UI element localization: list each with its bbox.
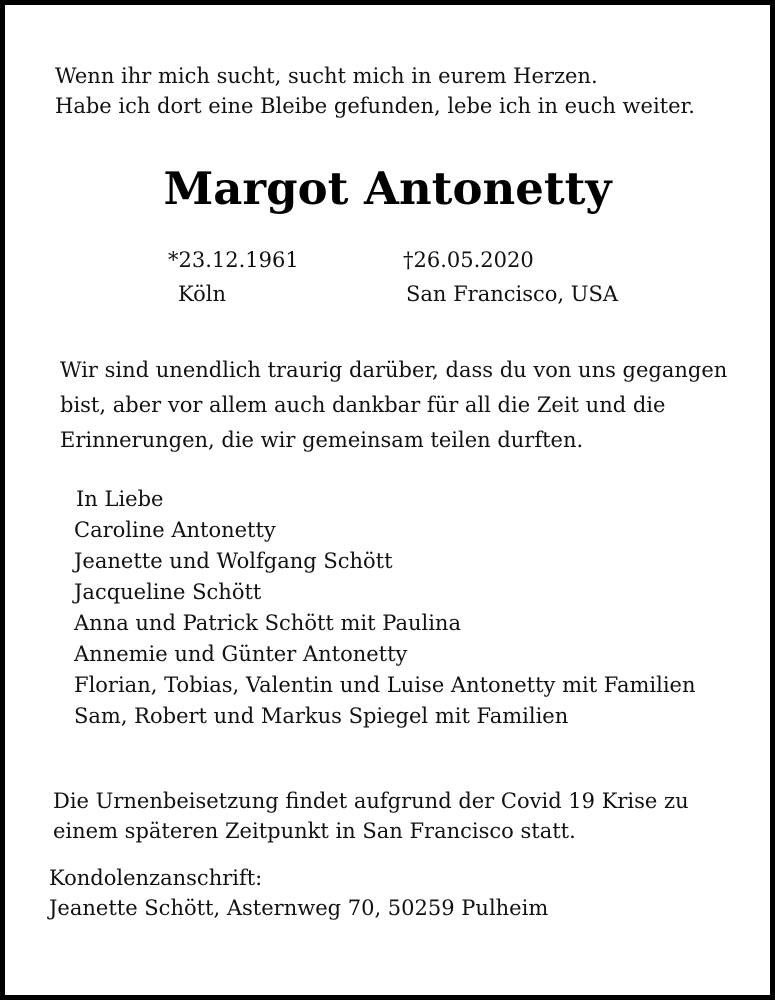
message-line-3: Erinnerungen, die wir gemeinsam teilen durften. (60, 428, 584, 452)
deceased-name: Margot Antonetty (163, 162, 612, 215)
burial-note-line-2: einem späteren Zeitpunkt in San Francisco statt. (53, 819, 576, 843)
mourner-name: Jacqueline Schött (74, 580, 262, 604)
mourner-name: Caroline Antonetty (74, 518, 276, 542)
condolence-label: Kondolenzanschrift: (49, 866, 263, 890)
mourner-name: Anna und Patrick Schött mit Paulina (74, 611, 461, 635)
message-line-2: bist, aber vor allem auch dankbar für all die Zeit und die (60, 393, 666, 417)
death-date: †26.05.2020 (403, 248, 534, 272)
mourner-name: Florian, Tobias, Valentin und Luise Antonetty mit Familien (74, 673, 696, 697)
motto-line-2: Habe ich dort eine Bleibe gefunden, lebe ich in euch weiter. (55, 94, 695, 118)
message-line-1: Wir sind unendlich traurig darüber, dass du von uns gegangen (60, 358, 728, 382)
condolence-address: Jeanette Schött, Asternweg 70, 50259 Pulheim (49, 896, 549, 920)
mourners-heading: In Liebe (76, 487, 164, 511)
mourner-name: Jeanette und Wolfgang Schött (74, 549, 393, 573)
motto-line-1: Wenn ihr mich sucht, sucht mich in eurem Herzen. (55, 64, 598, 88)
mourner-name: Sam, Robert und Markus Spiegel mit Familien (74, 704, 569, 728)
death-place: San Francisco, USA (406, 282, 619, 306)
burial-note-line-1: Die Urnenbeisetzung findet aufgrund der Covid 19 Krise zu (53, 789, 689, 813)
mourners-list (74, 515, 696, 732)
birth-date: *23.12.1961 (168, 248, 299, 272)
mourner-name: Annemie und Günter Antonetty (74, 642, 408, 666)
birth-place: Köln (178, 282, 227, 306)
